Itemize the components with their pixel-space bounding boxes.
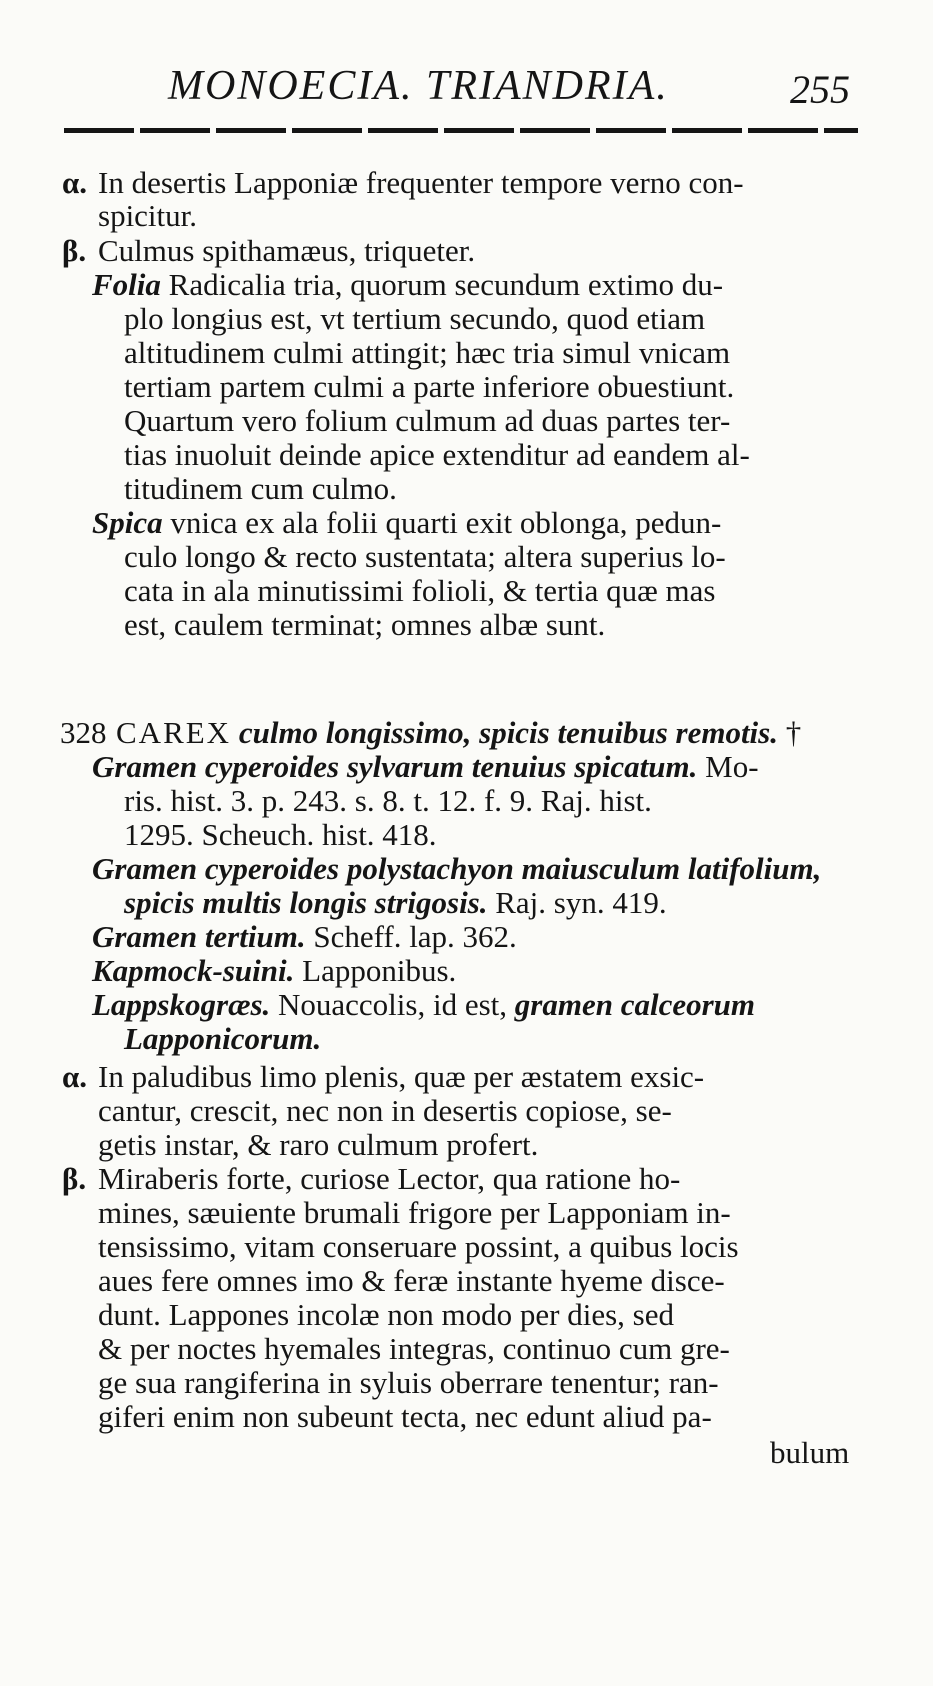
synonym-name: Gramen tertium. xyxy=(92,919,306,954)
alpha-marker: α. xyxy=(62,1059,88,1094)
beta-paragraph-line: β. Miraberis forte, curiose Lector, qua ratione ho- xyxy=(62,1161,681,1196)
spica-paragraph-line: culo longo & recto sustentata; altera superius lo- xyxy=(124,539,726,574)
folia-paragraph-line: titudinem cum culmo. xyxy=(124,471,397,506)
beta-paragraph-line: ge sua rangiferina in syluis oberrare tenentur; ran- xyxy=(98,1365,719,1400)
dagger-mark: † xyxy=(785,715,802,750)
spica-paragraph-line: Spica vnica ex ala folii quarti exit oblonga, pedun- xyxy=(92,505,722,540)
page-header xyxy=(0,62,933,122)
synonym-name: Gramen cyperoides sylvarum tenuius spicatum. xyxy=(92,749,698,784)
folia-paragraph-line: tias inuoluit deinde apice extenditur ad eandem al- xyxy=(124,437,750,472)
genus-name: CAREX xyxy=(116,715,232,750)
beta-paragraph-line: aues fere omnes imo & feræ instante hyeme disce- xyxy=(98,1263,725,1298)
folia-paragraph-line: Folia Radicalia tria, quorum secundum extimo du- xyxy=(92,267,724,302)
entry-number: 328 xyxy=(60,715,107,750)
header-rule xyxy=(64,128,858,133)
beta-paragraph-line: tensissimo, vitam conseruare possint, a quibus locis xyxy=(98,1229,739,1264)
alpha-paragraph-line: α. In desertis Lapponiæ frequenter tempore verno con- xyxy=(62,165,744,200)
synonym-line: Lappskogræs. Nouaccolis, id est, gramen calceorum xyxy=(92,987,756,1022)
beta-paragraph-line: giferi enim non subeunt tecta, nec edunt aliud pa- xyxy=(98,1399,712,1434)
alpha-paragraph-line: spicitur. xyxy=(98,198,198,233)
gloss: gramen calceorum xyxy=(514,987,756,1022)
beta-marker: β. xyxy=(62,233,87,268)
synonym-name: spicis multis longis strigosis. xyxy=(124,885,488,920)
entry-heading xyxy=(60,716,801,750)
synonym-line: Gramen tertium. Scheff. lap. 362. xyxy=(92,919,517,954)
beta-paragraph-line: dunt. Lappones incolæ non modo per dies, sed xyxy=(98,1297,674,1332)
synonym-name: Gramen cyperoides polystachyon maiusculum latifolium, xyxy=(92,851,822,886)
running-title: MONOECIA. TRIANDRIA. xyxy=(168,63,669,109)
folia-paragraph-line: altitudinem culmi attingit; hæc tria simul vnicam xyxy=(124,335,731,370)
beta-paragraph-line: & per noctes hyemales integras, continuo cum gre- xyxy=(98,1331,730,1366)
alpha-paragraph-line: α. In paludibus limo plenis, quæ per æstatem exsic- xyxy=(62,1059,705,1094)
spica-label: Spica xyxy=(92,505,163,540)
synonym-line: Gramen cyperoides sylvarum tenuius spicatum. Mo- xyxy=(92,749,759,784)
spica-paragraph-line: cata in ala minutissimi folioli, & tertia quæ mas xyxy=(124,573,716,608)
synonym-line: 1295. Scheuch. hist. 418. xyxy=(124,817,437,852)
alpha-marker: α. xyxy=(62,165,88,200)
synonym-line xyxy=(124,1022,321,1056)
folia-paragraph-line: tertiam partem culmi a parte inferiore obuestiunt. xyxy=(124,369,735,404)
synonym-line xyxy=(92,852,821,886)
gloss: Lapponicorum. xyxy=(124,1021,322,1056)
synonym-line: Kapmock-suini. Lapponibus. xyxy=(92,953,457,988)
alpha-paragraph-line: getis instar, & raro culmum profert. xyxy=(98,1127,539,1162)
catchword: bulum xyxy=(770,1435,850,1470)
synonym-line: spicis multis longis strigosis. Raj. syn. 419. xyxy=(124,885,667,920)
folia-paragraph-line: Quartum vero folium culmum ad duas partes ter- xyxy=(124,403,731,438)
beta-paragraph-line: mines, sæuiente brumali frigore per Lapponiam in- xyxy=(98,1195,731,1230)
folia-label: Folia xyxy=(92,267,161,302)
alpha-paragraph-line: cantur, crescit, nec non in desertis copiose, se- xyxy=(98,1093,672,1128)
synonym-name: Lappskogræs. xyxy=(92,987,271,1022)
diagnosis: culmo longissimo, spicis tenuibus remotis. xyxy=(238,715,778,750)
beta-paragraph-line: β. Culmus spithamæus, triqueter. xyxy=(62,233,476,268)
synonym-name: Kapmock-suini. xyxy=(92,953,295,988)
beta-marker: β. xyxy=(62,1161,87,1196)
spica-paragraph-line: est, caulem terminat; omnes albæ sunt. xyxy=(124,607,606,642)
folia-paragraph-line: plo longius est, vt tertium secundo, quod etiam xyxy=(124,301,706,336)
page-number: 255 xyxy=(790,67,850,112)
synonym-line: ris. hist. 3. p. 243. s. 8. t. 12. f. 9. Raj. hist. xyxy=(124,783,652,818)
